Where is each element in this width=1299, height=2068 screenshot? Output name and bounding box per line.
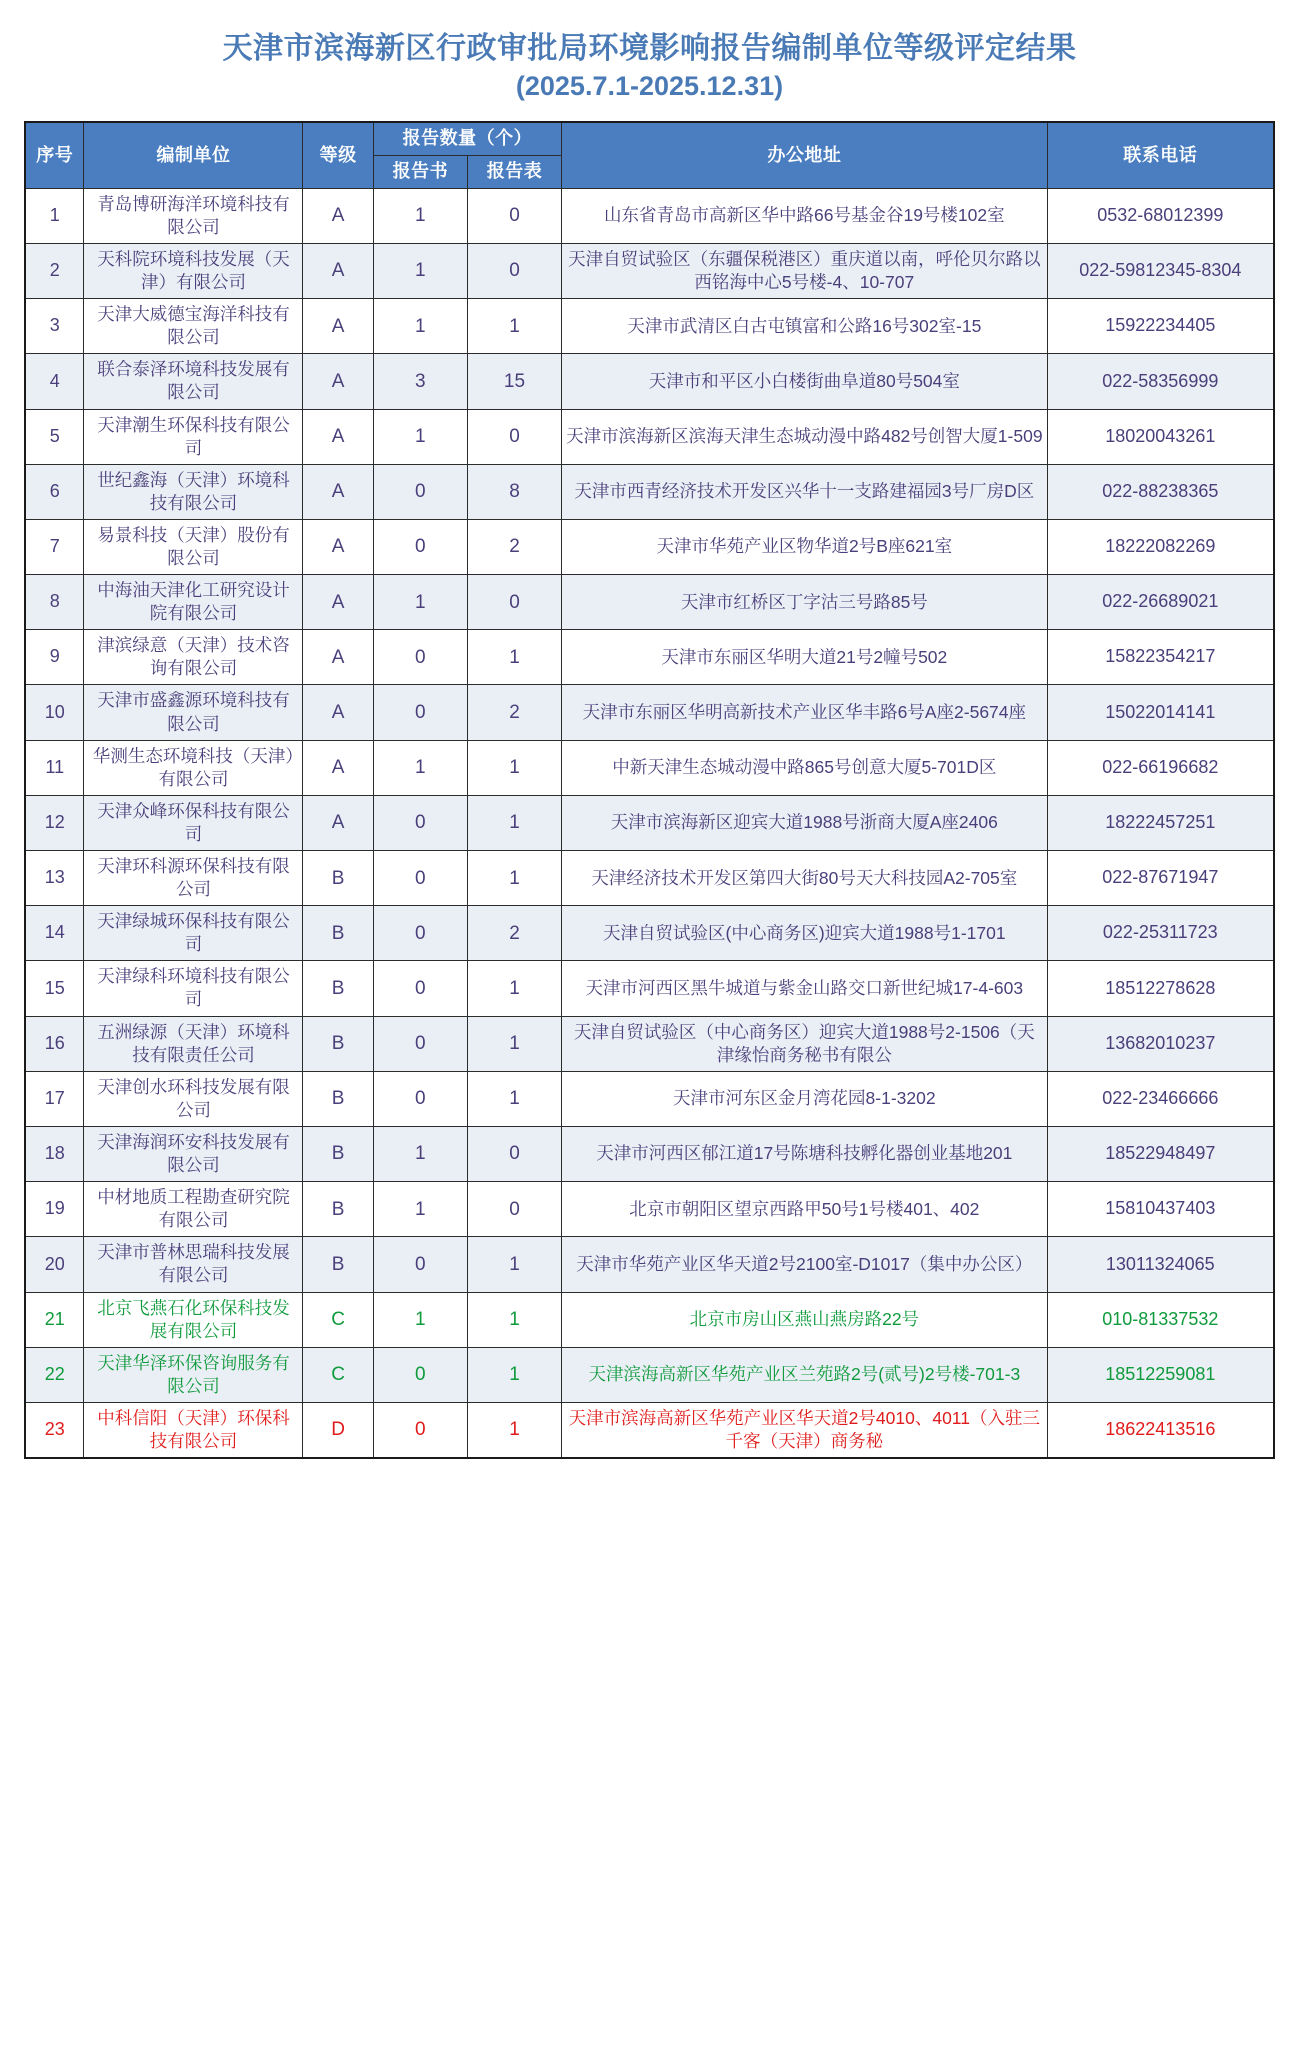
table-cell-index: 8 — [25, 575, 84, 630]
table-cell-address: 天津市河东区金月湾花园8-1-3202 — [562, 1071, 1048, 1126]
table-cell-address: 天津滨海高新区华苑产业区兰苑路2号(贰号)2号楼-701-3 — [562, 1347, 1048, 1402]
table-cell-report-book: 0 — [373, 464, 467, 519]
table-cell-phone: 18020043261 — [1047, 409, 1274, 464]
table-cell-unit: 天津华泽环保咨询服务有限公司 — [84, 1347, 303, 1402]
table-row — [25, 961, 1274, 1016]
table-cell-address: 天津市华苑产业区华天道2号2100室-D1017（集中办公区） — [562, 1237, 1048, 1292]
table-cell-grade: A — [303, 685, 373, 740]
table-cell-phone: 022-66196682 — [1047, 740, 1274, 795]
table-cell-grade: B — [303, 1126, 373, 1181]
table-cell-report-form: 1 — [467, 299, 561, 354]
table-row — [25, 1016, 1274, 1071]
table-row — [25, 906, 1274, 961]
table-header — [25, 122, 1274, 188]
table-row — [25, 740, 1274, 795]
table-row — [25, 1237, 1274, 1292]
table-cell-report-book: 0 — [373, 1237, 467, 1292]
table-cell-report-book: 1 — [373, 1182, 467, 1237]
table-body — [25, 188, 1274, 1458]
table-cell-grade: A — [303, 299, 373, 354]
table-cell-grade: B — [303, 1016, 373, 1071]
table-cell-address: 天津自贸试验区(中心商务区)迎宾大道1988号1-1701 — [562, 906, 1048, 961]
table-cell-unit: 天津绿城环保科技有限公司 — [84, 906, 303, 961]
table-row — [25, 188, 1274, 243]
table-cell-unit: 天津市盛鑫源环境科技有限公司 — [84, 685, 303, 740]
table-cell-phone: 022-59812345-8304 — [1047, 243, 1274, 298]
table-row — [25, 1071, 1274, 1126]
table-cell-address: 天津市东丽区华明大道21号2幢号502 — [562, 630, 1048, 685]
table-cell-unit: 天津市普林思瑞科技发展有限公司 — [84, 1237, 303, 1292]
col-header-report-book: 报告书 — [373, 156, 467, 189]
table-cell-report-book: 1 — [373, 575, 467, 630]
table-cell-unit: 天津大威德宝海洋科技有限公司 — [84, 299, 303, 354]
table-cell-grade: A — [303, 795, 373, 850]
table-cell-phone: 022-23466666 — [1047, 1071, 1274, 1126]
table-cell-address: 天津市华苑产业区物华道2号B座621室 — [562, 519, 1048, 574]
table-cell-report-book: 1 — [373, 188, 467, 243]
table-row — [25, 1182, 1274, 1237]
table-cell-grade: B — [303, 906, 373, 961]
table-cell-report-form: 1 — [467, 961, 561, 1016]
table-cell-report-book: 1 — [373, 1292, 467, 1347]
table-cell-report-form: 1 — [467, 1402, 561, 1458]
table-cell-report-form: 1 — [467, 1016, 561, 1071]
table-cell-index: 4 — [25, 354, 84, 409]
col-header-report-form: 报告表 — [467, 156, 561, 189]
table-cell-address: 天津市河西区郁江道17号陈塘科技孵化器创业基地201 — [562, 1126, 1048, 1181]
table-cell-phone: 13011324065 — [1047, 1237, 1274, 1292]
table-cell-report-book: 0 — [373, 851, 467, 906]
table-cell-report-form: 1 — [467, 851, 561, 906]
col-header-index: 序号 — [25, 122, 84, 188]
table-cell-phone: 022-87671947 — [1047, 851, 1274, 906]
table-cell-index: 19 — [25, 1182, 84, 1237]
table-cell-report-book: 0 — [373, 1016, 467, 1071]
table-cell-index: 14 — [25, 906, 84, 961]
table-row — [25, 409, 1274, 464]
table-cell-address: 天津市滨海新区滨海天津生态城动漫中路482号创智大厦1-509 — [562, 409, 1048, 464]
table-cell-phone: 15922234405 — [1047, 299, 1274, 354]
table-cell-report-form: 8 — [467, 464, 561, 519]
table-cell-unit: 中科信阳（天津）环保科技有限公司 — [84, 1402, 303, 1458]
table-cell-unit: 天津众峰环保科技有限公司 — [84, 795, 303, 850]
table-cell-index: 12 — [25, 795, 84, 850]
page-subtitle-date-range: (2025.7.1-2025.12.31) — [515, 70, 784, 101]
table-row — [25, 243, 1274, 298]
table-cell-report-book: 0 — [373, 795, 467, 850]
table-cell-index: 20 — [25, 1237, 84, 1292]
table-cell-index: 9 — [25, 630, 84, 685]
table-cell-grade: C — [303, 1292, 373, 1347]
table-cell-unit: 天津绿科环境科技有限公司 — [84, 961, 303, 1016]
table-row — [25, 354, 1274, 409]
table-cell-address: 天津市和平区小白楼街曲阜道80号504室 — [562, 354, 1048, 409]
table-cell-phone: 18222457251 — [1047, 795, 1274, 850]
table-cell-address: 天津自贸试验区（东疆保税港区）重庆道以南，呼伦贝尔路以西铭海中心5号楼-4、10-707 — [562, 243, 1048, 298]
table-cell-unit: 天津环科源环保科技有限公司 — [84, 851, 303, 906]
table-row — [25, 685, 1274, 740]
table-cell-address: 中新天津生态城动漫中路865号创意大厦5-701D区 — [562, 740, 1048, 795]
table-cell-address: 天津自贸试验区（中心商务区）迎宾大道1988号2-1506（天津缘怡商务秘书有限公 — [562, 1016, 1048, 1071]
table-cell-grade: A — [303, 630, 373, 685]
table-cell-phone: 18522948497 — [1047, 1126, 1274, 1181]
table-row — [25, 1126, 1274, 1181]
table-cell-unit: 联合泰泽环境科技发展有限公司 — [84, 354, 303, 409]
table-cell-phone: 022-58356999 — [1047, 354, 1274, 409]
table-cell-report-form: 0 — [467, 575, 561, 630]
table-cell-report-book: 1 — [373, 409, 467, 464]
table-cell-unit: 世纪鑫海（天津）环境科技有限公司 — [84, 464, 303, 519]
table-cell-report-form: 15 — [467, 354, 561, 409]
table-cell-index: 11 — [25, 740, 84, 795]
table-cell-index: 18 — [25, 1126, 84, 1181]
table-cell-grade: B — [303, 1182, 373, 1237]
table-cell-grade: A — [303, 354, 373, 409]
table-cell-report-book: 0 — [373, 1071, 467, 1126]
table-cell-phone: 022-26689021 — [1047, 575, 1274, 630]
table-cell-report-book: 3 — [373, 354, 467, 409]
table-cell-address: 天津市武清区白古屯镇富和公路16号302室-15 — [562, 299, 1048, 354]
table-cell-report-book: 0 — [373, 1402, 467, 1458]
table-cell-phone: 0532-68012399 — [1047, 188, 1274, 243]
table-cell-unit: 中材地质工程勘查研究院有限公司 — [84, 1182, 303, 1237]
evaluation-results-table — [24, 121, 1275, 1459]
table-cell-grade: A — [303, 409, 373, 464]
table-cell-index: 10 — [25, 685, 84, 740]
table-row — [25, 851, 1274, 906]
table-cell-grade: C — [303, 1347, 373, 1402]
table-row — [25, 1402, 1274, 1458]
table-cell-address: 天津市东丽区华明高新技术产业区华丰路6号A座2-5674座 — [562, 685, 1048, 740]
table-cell-index: 13 — [25, 851, 84, 906]
table-header-row-1 — [25, 122, 1274, 155]
table-cell-unit: 天津潮生环保科技有限公司 — [84, 409, 303, 464]
col-header-unit: 编制单位 — [84, 122, 303, 188]
table-cell-phone: 18512259081 — [1047, 1347, 1274, 1402]
table-cell-report-form: 1 — [467, 1071, 561, 1126]
table-cell-unit: 华测生态环境科技（天津）有限公司 — [84, 740, 303, 795]
table-cell-index: 3 — [25, 299, 84, 354]
table-cell-index: 15 — [25, 961, 84, 1016]
table-cell-grade: A — [303, 575, 373, 630]
table-cell-index: 5 — [25, 409, 84, 464]
table-cell-phone: 022-88238365 — [1047, 464, 1274, 519]
table-row — [25, 575, 1274, 630]
table-row — [25, 630, 1274, 685]
table-cell-address: 天津经济技术开发区第四大街80号天大科技园A2-705室 — [562, 851, 1048, 906]
table-cell-address: 天津市红桥区丁字沽三号路85号 — [562, 575, 1048, 630]
table-cell-grade: A — [303, 740, 373, 795]
table-row — [25, 519, 1274, 574]
page-title: 天津市滨海新区行政审批局环境影响报告编制单位等级评定结果 — [222, 32, 1077, 65]
table-cell-report-book: 0 — [373, 906, 467, 961]
table-cell-report-form: 1 — [467, 1292, 561, 1347]
table-cell-unit: 北京飞燕石化环保科技发展有限公司 — [84, 1292, 303, 1347]
table-cell-report-form: 2 — [467, 685, 561, 740]
table-cell-grade: A — [303, 243, 373, 298]
table-cell-report-form: 1 — [467, 795, 561, 850]
table-cell-unit: 天科院环境科技发展（天津）有限公司 — [84, 243, 303, 298]
table-cell-phone: 18222082269 — [1047, 519, 1274, 574]
table-cell-report-form: 2 — [467, 906, 561, 961]
table-row — [25, 299, 1274, 354]
table-cell-address: 天津市河西区黑牛城道与紫金山路交口新世纪城17-4-603 — [562, 961, 1048, 1016]
table-cell-unit: 青岛博研海洋环境科技有限公司 — [84, 188, 303, 243]
table-cell-unit: 天津海润环安科技发展有限公司 — [84, 1126, 303, 1181]
table-cell-phone: 15822354217 — [1047, 630, 1274, 685]
table-cell-report-book: 1 — [373, 243, 467, 298]
table-cell-unit: 中海油天津化工研究设计院有限公司 — [84, 575, 303, 630]
table-cell-address: 天津市滨海高新区华苑产业区华天道2号4010、4011（入驻三千客（天津）商务秘 — [562, 1402, 1048, 1458]
table-cell-unit: 天津创水环科技发展有限公司 — [84, 1071, 303, 1126]
table-cell-report-form: 0 — [467, 1126, 561, 1181]
table-cell-phone: 15810437403 — [1047, 1182, 1274, 1237]
table-cell-address: 天津市西青经济技术开发区兴华十一支路建福园3号厂房D区 — [562, 464, 1048, 519]
table-cell-report-form: 2 — [467, 519, 561, 574]
table-cell-index: 2 — [25, 243, 84, 298]
table-cell-report-book: 1 — [373, 299, 467, 354]
table-cell-unit: 易景科技（天津）股份有限公司 — [84, 519, 303, 574]
table-cell-report-form: 0 — [467, 188, 561, 243]
table-cell-report-book: 0 — [373, 519, 467, 574]
table-cell-address: 天津市滨海新区迎宾大道1988号浙商大厦A座2406 — [562, 795, 1048, 850]
table-cell-phone: 010-81337532 — [1047, 1292, 1274, 1347]
table-cell-report-book: 0 — [373, 685, 467, 740]
table-cell-address: 北京市房山区燕山燕房路22号 — [562, 1292, 1048, 1347]
table-row — [25, 1292, 1274, 1347]
table-cell-unit: 五洲绿源（天津）环境科技有限责任公司 — [84, 1016, 303, 1071]
table-row — [25, 464, 1274, 519]
table-cell-report-book: 0 — [373, 630, 467, 685]
table-container — [24, 121, 1275, 1459]
table-cell-report-form: 1 — [467, 1347, 561, 1402]
table-cell-phone: 13682010237 — [1047, 1016, 1274, 1071]
table-cell-phone: 022-25311723 — [1047, 906, 1274, 961]
table-cell-address: 山东省青岛市高新区华中路66号基金谷19号楼102室 — [562, 188, 1048, 243]
table-cell-report-form: 0 — [467, 409, 561, 464]
table-cell-phone: 18512278628 — [1047, 961, 1274, 1016]
table-cell-index: 22 — [25, 1347, 84, 1402]
col-header-grade: 等级 — [303, 122, 373, 188]
table-cell-phone: 18622413516 — [1047, 1402, 1274, 1458]
table-cell-grade: A — [303, 188, 373, 243]
table-cell-index: 23 — [25, 1402, 84, 1458]
table-cell-report-book: 1 — [373, 740, 467, 795]
table-row — [25, 795, 1274, 850]
table-cell-report-form: 0 — [467, 1182, 561, 1237]
table-cell-index: 6 — [25, 464, 84, 519]
table-cell-address: 北京市朝阳区望京西路甲50号1号楼401、402 — [562, 1182, 1048, 1237]
table-cell-index: 1 — [25, 188, 84, 243]
table-row — [25, 1347, 1274, 1402]
col-header-phone: 联系电话 — [1047, 122, 1274, 188]
table-cell-report-form: 1 — [467, 630, 561, 685]
table-cell-report-form: 0 — [467, 243, 561, 298]
table-cell-index: 21 — [25, 1292, 84, 1347]
table-cell-grade: A — [303, 519, 373, 574]
table-cell-grade: B — [303, 851, 373, 906]
table-cell-report-book: 0 — [373, 961, 467, 1016]
table-cell-grade: A — [303, 464, 373, 519]
table-cell-report-form: 1 — [467, 1237, 561, 1292]
table-cell-grade: B — [303, 1237, 373, 1292]
table-cell-index: 7 — [25, 519, 84, 574]
table-cell-report-book: 0 — [373, 1347, 467, 1402]
col-header-address: 办公地址 — [562, 122, 1048, 188]
table-cell-grade: D — [303, 1402, 373, 1458]
table-cell-grade: B — [303, 1071, 373, 1126]
table-cell-index: 17 — [25, 1071, 84, 1126]
table-cell-report-form: 1 — [467, 740, 561, 795]
table-cell-grade: B — [303, 961, 373, 1016]
table-cell-phone: 15022014141 — [1047, 685, 1274, 740]
page-title-block — [0, 0, 1299, 103]
table-cell-unit: 津滨绿意（天津）技术咨询有限公司 — [84, 630, 303, 685]
col-header-report-count-group: 报告数量（个） — [373, 122, 561, 155]
table-cell-report-book: 1 — [373, 1126, 467, 1181]
table-cell-index: 16 — [25, 1016, 84, 1071]
